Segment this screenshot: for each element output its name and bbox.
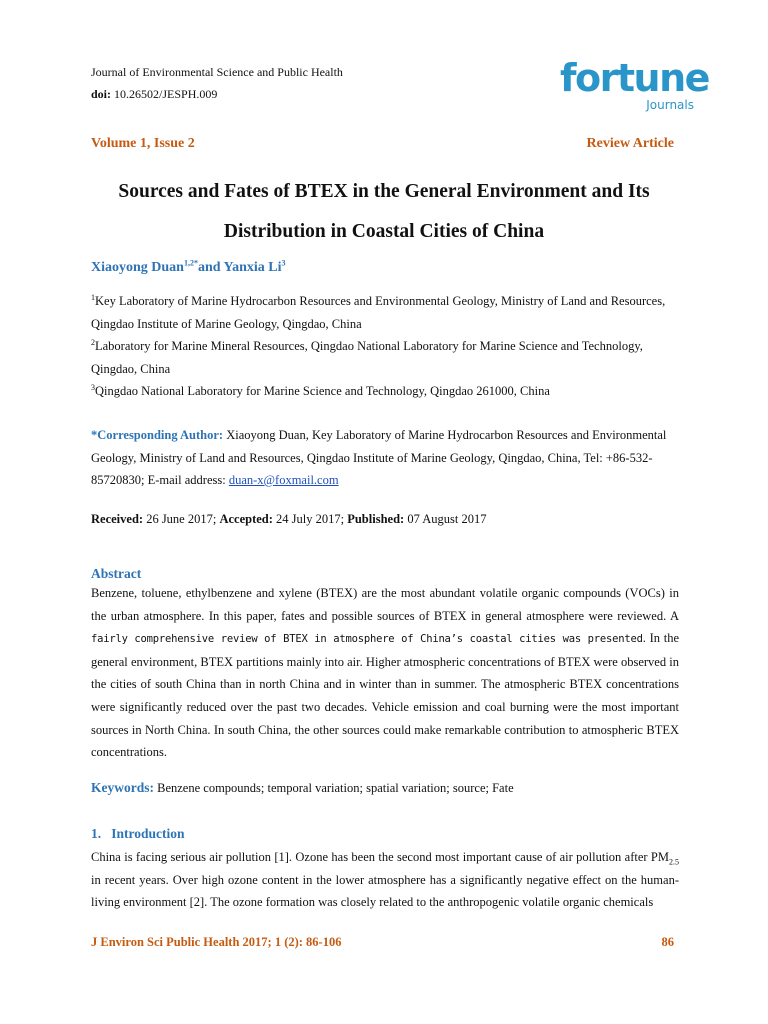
doi-label: doi: — [91, 87, 112, 101]
published-date: 07 August 2017 — [404, 512, 487, 526]
affiliation-2-marker: 2 — [91, 337, 95, 347]
logo-subtext: Journals — [646, 98, 694, 112]
corresponding-author-label: *Corresponding Author: — [91, 428, 224, 442]
published-label: Published: — [347, 512, 405, 526]
doi-line — [91, 86, 217, 102]
paper-title — [60, 172, 708, 252]
author-2-affiliation: 3 — [281, 258, 286, 268]
affiliation-1-line-1: Key Laboratory of Marine Hydrocarbon Resources and Environmental Geology, Ministry of Land and Resources, — [95, 294, 666, 308]
email-link[interactable]: duan-x@foxmail.com — [228, 473, 339, 487]
article-type: Review Article — [586, 136, 674, 151]
introduction-heading: 1. Introduction — [91, 826, 185, 841]
author-2: and Yanxia Li — [197, 260, 282, 275]
corresponding-author — [91, 424, 681, 492]
abstract-text-2: fairly comprehensive review of BTEX in atmosphere of China’s coastal cities was presented — [91, 633, 643, 646]
title-line-2: Distribution in Coastal Cities of China — [223, 221, 545, 242]
abstract-text-1: Benzene, toluene, ethylbenzene and xylene (BTEX) are the most abundant volatile organic compounds (VOCs) in the urban atmosphere. In this paper, fates and possible sources of BTEX in general atmosphere were reviewed. A — [91, 586, 679, 623]
introduction-body — [91, 846, 679, 914]
logo-wordmark: fortune — [560, 56, 709, 100]
keywords — [91, 780, 514, 796]
doi-value: 10.26502/JESPH.009 — [114, 87, 218, 101]
publication-dates — [91, 512, 487, 527]
affiliation-2-line-2: Qingdao, China — [91, 361, 171, 376]
pm-subscript: 2.5 — [669, 857, 679, 867]
received-date: 26 June 2017; — [143, 512, 220, 526]
affiliation-3-marker: 3 — [91, 382, 95, 392]
affiliation-1 — [91, 290, 681, 335]
footer-citation: J Environ Sci Public Health 2017; 1 (2): 86-106 — [91, 935, 342, 949]
affiliation-3 — [91, 380, 681, 403]
affiliation-2-line-1: Laboratory for Marine Mineral Resources, Qingdao National Laboratory for Marine Science and Technology, — [95, 339, 643, 353]
abstract-heading: Abstract — [91, 566, 142, 581]
title-line-1: Sources and Fates of BTEX in the General Environment and Its — [118, 181, 650, 202]
introduction-text-2: in recent years. Over high ozone content in the lower atmosphere has a significantly negative effect on the human-living environment [2]. The ozone formation was closely related to the anthropogenic volatile organic chemicals — [91, 872, 679, 910]
received-label: Received: — [91, 512, 144, 526]
author-1: Xiaoyong Duan — [91, 260, 184, 275]
abstract-body — [91, 582, 679, 764]
accepted-date: 24 July 2017; — [272, 512, 348, 526]
accepted-label: Accepted: — [219, 512, 273, 526]
fortune-journals-logo — [560, 56, 709, 120]
corresponding-author-text: Xiaoyong Duan, Key Laboratory of Marine Hydrocarbon Resources and Environmental Geology, Ministry of Land and Resources, Qingdao Institute of Marine Geology, Qingdao, China, Tel: +86-532-85720830; E-mail address: — [91, 428, 667, 487]
page-number: 86 — [661, 935, 674, 949]
affiliation-2 — [91, 335, 681, 380]
author-list — [91, 260, 285, 276]
affiliation-1-marker: 1 — [91, 292, 95, 302]
affiliation-1-line-2: Qingdao Institute of Marine Geology, Qingdao, China — [91, 316, 362, 331]
affiliation-3-line-1: Qingdao National Laboratory for Marine Science and Technology, Qingdao 261000, China — [95, 384, 550, 398]
author-1-affiliation: 1,2* — [183, 258, 198, 268]
journal-name: Journal of Environmental Science and Public Health — [91, 65, 343, 79]
introduction-text-1: China is facing serious air pollution [1]. Ozone has been the second most important cause of air pollution after PM — [91, 850, 669, 864]
abstract-text-3: . In the general environment, BTEX partitions mainly into air. Higher atmospheric concentrations of BTEX were observed in the cities of south China than in north China and in winter than in summer. The atmospheric BTEX concentrations were significantly reduced over the past two decades. Vehicle emission and coal burning were the most important sources in North China. In south China, the other sources could make remarkable contribution to atmospheric BTEX concentrations. — [91, 631, 679, 760]
keywords-label: Keywords: — [91, 780, 154, 795]
keywords-text: Benzene compounds; temporal variation; spatial variation; source; Fate — [154, 781, 514, 795]
volume-issue: Volume 1, Issue 2 — [91, 136, 195, 151]
